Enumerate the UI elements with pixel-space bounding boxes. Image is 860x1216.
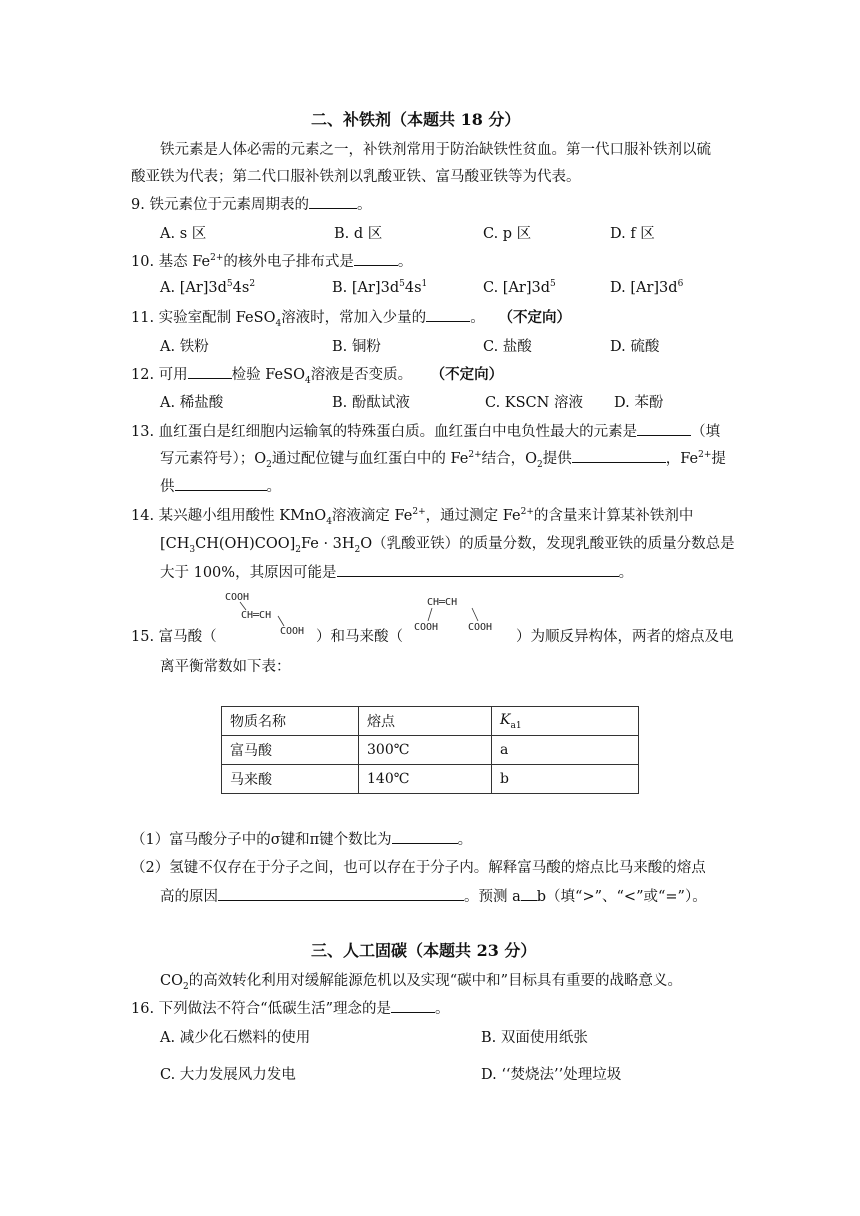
q15-p1-text: （1）富马酸分子中的σ键和π键个数比为 (131, 832, 392, 848)
q16-text-a: 下列做法不符合“低碳生活”理念的是 (158, 1001, 391, 1017)
table-header-row (222, 707, 639, 736)
q14-sup-1: 2+ (412, 507, 426, 518)
q13-line3 (160, 475, 281, 496)
q16-stem (131, 997, 450, 1018)
q13-text-3b: 。 (266, 479, 281, 495)
q10-sup: 2+ (210, 253, 224, 264)
q13-text-3a: 供 (160, 479, 175, 495)
q14-text-1c: ，通过测定 Fe (425, 508, 521, 524)
section3-intro (160, 969, 682, 992)
q13-text-1b: （填 (691, 424, 721, 440)
q12-text-c: 溶液是否变质。 (310, 367, 413, 383)
q13-blank-o2[interactable] (572, 448, 666, 463)
q10-opt-a-text: A. [Ar]3d (160, 279, 227, 296)
q16-text-b: 。 (435, 1001, 450, 1017)
header-k-sub: a1 (510, 720, 522, 731)
q12-option-a[interactable]: A. 稀盐酸 (160, 395, 224, 411)
q11-stem (131, 306, 571, 329)
q15-p2-blank-compare[interactable] (521, 886, 537, 901)
q15-text-2: ）和马来酸（ (316, 629, 403, 645)
q9-option-d[interactable]: D. f 区 (610, 226, 655, 242)
q12-stem (131, 363, 503, 386)
cell-fumaric-mp: 300℃ (359, 736, 492, 765)
q15-p1-blank[interactable] (392, 829, 458, 844)
q11-tag: （不定向） (498, 309, 572, 326)
q11-number: 11. (131, 310, 155, 326)
q16-option-d[interactable]: D. ‘‘焚烧法’’处理垃圾 (481, 1067, 622, 1083)
q14-sup-2: 2+ (520, 507, 534, 518)
q10-opt-a-mid: 4s (232, 279, 250, 296)
q14-text-1d: 的含量来计算某补铁剂中 (533, 508, 694, 524)
q10-stem (131, 250, 412, 271)
q10-text-b: 的核外电子排布式是 (223, 254, 354, 270)
q10-answer-blank[interactable] (354, 251, 398, 266)
q10-opt-a-sup2: 2 (249, 279, 256, 289)
q12-text-a: 可用 (158, 367, 188, 383)
q13-text-2d: 提供 (542, 451, 572, 467)
q15-p2-text-d: b（填“>”、“<”或“=”）。 (536, 889, 707, 905)
q10-option-d[interactable] (610, 279, 683, 296)
q9-text-b: 。 (356, 197, 372, 213)
q15-number: 15. (131, 629, 155, 645)
q10-option-b[interactable] (332, 279, 427, 296)
q14-line2 (160, 532, 735, 555)
q14-text-1b: 溶液滴定 Fe (331, 508, 413, 524)
q11-answer-blank[interactable] (426, 307, 470, 322)
q10-opt-b-text: B. [Ar]3d (332, 279, 400, 296)
header-name: 物质名称 (222, 707, 359, 736)
q9-text-a: 铁元素位于元素周期表的 (149, 197, 309, 213)
q14-line1 (131, 504, 693, 527)
properties-table (221, 706, 639, 794)
q15-text-3: ）为顺反异构体，两者的熔点及电 (516, 629, 734, 645)
q16-answer-blank[interactable] (391, 998, 435, 1013)
q12-text-b: 检验 FeSO (231, 367, 305, 383)
q11-text-a: 实验室配制 FeSO (158, 310, 276, 326)
q13-text-2c: 结合，O (481, 451, 538, 467)
q11-option-d[interactable]: D. 硫酸 (610, 339, 660, 355)
q11-option-c[interactable]: C. 盐酸 (483, 339, 532, 355)
section3-title: 三、人工固碳（本题共 23 分） (311, 941, 537, 960)
section3-intro-sub: 2 (182, 981, 189, 992)
q10-opt-b-mid: 4s (404, 279, 422, 296)
q14-text-3a: 大于 100%，其原因可能是 (160, 565, 337, 581)
q10-opt-b-sup1: 5 (399, 279, 405, 289)
cell-fumaric-name: 富马酸 (222, 736, 359, 765)
q15-text-1: 富马酸（ (158, 629, 217, 645)
cell-maleic-ka: b (492, 765, 639, 794)
q14-sub-2: 3 (189, 544, 196, 555)
table-row (222, 765, 639, 794)
q15-p2-text-c: 。预测 a (464, 889, 521, 905)
q13-sub-1: 2 (266, 459, 272, 470)
cell-maleic-mp: 140℃ (359, 765, 492, 794)
fumaric-chch: CH═CH (241, 610, 272, 621)
q9-option-b[interactable]: B. d 区 (334, 226, 383, 242)
cell-fumaric-ka: a (492, 736, 639, 765)
q13-sup-2: 2+ (698, 450, 712, 461)
maleic-chch: CH═CH (427, 597, 458, 608)
q13-text-1a: 血红蛋白是红细胞内运输氧的特殊蛋白质。血红蛋白中电负性最大的元素是 (158, 424, 638, 440)
q13-line1 (131, 420, 720, 441)
fumaric-structure-bonds (222, 588, 322, 640)
q16-option-b[interactable]: B. 双面使用纸张 (481, 1030, 588, 1046)
q14-text-2c: Fe · 3H (301, 536, 355, 552)
q10-text-a: 基态 Fe (158, 254, 211, 270)
section3-intro-b: 的高效转化利用对缓解能源危机以及实现“碳中和”目标具有重要的战略意义。 (188, 973, 683, 989)
section3-intro-a: CO (160, 973, 183, 989)
q14-answer-blank[interactable] (337, 562, 619, 577)
q15-p2-blank-reason[interactable] (218, 886, 464, 901)
q10-opt-d-text: D. [Ar]3d (610, 279, 678, 296)
q13-number: 13. (131, 424, 155, 440)
q11-option-a[interactable]: A. 铁粉 (160, 339, 209, 355)
q10-option-a[interactable] (160, 279, 255, 296)
q15-part2-line2 (160, 885, 707, 906)
q14-number: 14. (131, 508, 155, 524)
q14-sub-1: 4 (326, 516, 332, 527)
q14-line3 (160, 561, 633, 582)
q15-part2-line1: （2）氢键不仅存在于分子之间，也可以存在于分子内。解释富马酸的熔点比马来酸的熔点 (131, 860, 706, 876)
q12-tag: （不定向） (430, 366, 504, 383)
q13-text-2a: 写元素符号）；O (160, 451, 267, 467)
header-k: K (500, 711, 511, 728)
q11-text-c: 。 (470, 310, 485, 326)
q16-option-c[interactable]: C. 大力发展风力发电 (160, 1067, 296, 1083)
q14-text-2d: O（乳酸亚铁）的质量分数，发现乳酸亚铁的质量分数总是 (360, 536, 735, 552)
q12-option-b[interactable]: B. 酚酞试液 (332, 395, 410, 411)
q12-option-d[interactable]: D. 苯酚 (614, 395, 664, 411)
q10-opt-a-sup1: 5 (226, 279, 233, 289)
q15-line2: 离平衡常数如下表： (160, 659, 291, 675)
fumaric-cooh-top: COOH (225, 592, 250, 603)
q16-option-a[interactable]: A. 减少化石燃料的使用 (160, 1030, 311, 1046)
q9-number: 9. (131, 197, 145, 213)
maleic-cooh-left: COOH (414, 622, 439, 633)
q15-line1a (131, 625, 217, 646)
q10-opt-d-sup: 6 (677, 279, 684, 289)
q13-text-2f: 提 (711, 451, 726, 467)
q10-text-c: 。 (397, 254, 413, 270)
q14-text-2a: [CH (160, 536, 190, 552)
q14-sub-3: 2 (295, 544, 301, 555)
q10-opt-c-sup: 5 (550, 279, 556, 289)
q13-line2 (160, 447, 726, 470)
q13-blank-element[interactable] (637, 421, 691, 436)
q10-opt-b-sup2: 1 (421, 279, 428, 289)
fumaric-cooh-bottom: COOH (280, 626, 305, 637)
q10-opt-c-text: C. [Ar]3d (483, 279, 551, 296)
q13-text-2e: ，Fe (665, 451, 699, 467)
q11-text-b: 溶液时，常加入少量的 (281, 310, 427, 326)
q10-number: 10. (131, 254, 155, 270)
header-ka1 (492, 707, 639, 736)
cell-maleic-name: 马来酸 (222, 765, 359, 794)
table-row (222, 736, 639, 765)
q16-number: 16. (131, 1001, 155, 1017)
section2-title: 二、补铁剂（本题共 18 分） (311, 110, 521, 129)
q9-answer-blank[interactable] (309, 194, 357, 209)
q14-text-3b: 。 (618, 565, 634, 581)
header-melting-point: 熔点 (359, 707, 492, 736)
q13-text-2b: 通过配位键与血红蛋白中的 Fe (271, 451, 469, 467)
q15-p2-text-b: 高的原因 (160, 889, 218, 905)
q9-stem (131, 193, 371, 214)
q13-sup-1: 2+ (468, 450, 482, 461)
q13-blank-fe[interactable] (175, 476, 267, 491)
q12-sub: 4 (304, 375, 311, 386)
maleic-cooh-right: COOH (468, 622, 493, 633)
q11-sub: 4 (275, 318, 282, 329)
q10-option-c[interactable] (483, 279, 556, 296)
q9-option-c[interactable]: C. p 区 (483, 226, 532, 242)
q15-part1 (131, 828, 472, 849)
q9-option-a[interactable]: A. s 区 (160, 226, 207, 242)
section2-intro-line1: 铁元素是人体必需的元素之一，补铁剂常用于防治缺铁性贫血。第一代口服补铁剂以硫 (160, 142, 711, 158)
maleic-structure-bonds (412, 592, 512, 636)
q14-sub-4: 2 (354, 544, 361, 555)
q12-option-c[interactable]: C. KSCN 溶液 (485, 395, 583, 411)
q15-p1-end: 。 (457, 832, 473, 848)
q12-number: 12. (131, 367, 155, 383)
section2-intro-line2: 酸亚铁为代表；第二代口服补铁剂以乳酸亚铁、富马酸亚铁等为代表。 (131, 169, 581, 185)
q13-sub-2: 2 (537, 459, 543, 470)
q14-text-1a: 某兴趣小组用酸性 KMnO (158, 508, 327, 524)
q11-option-b[interactable]: B. 铜粉 (332, 339, 381, 355)
q14-text-2b: CH(OH)COO] (195, 536, 296, 552)
q12-answer-blank[interactable] (188, 364, 232, 379)
